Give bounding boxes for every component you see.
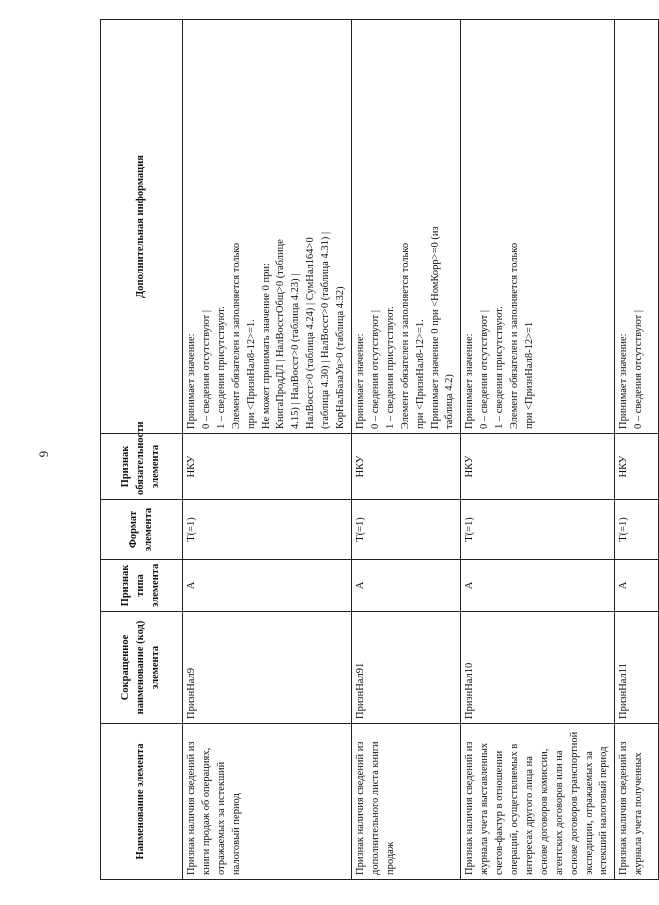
text-line: 1 – сведения присутствуют. [215, 306, 227, 429]
cell-element-required: НКУ [615, 434, 659, 500]
text-line: налоговый период [230, 793, 242, 875]
header-additional-info: Дополнительная информация [101, 20, 183, 434]
cell-element-required: НКУ [461, 434, 615, 500]
header-element-type: Признак типа элемента [101, 560, 183, 612]
cell-element-name [615, 724, 659, 880]
text-line: Элемент обязателен и заполняется только [399, 242, 411, 429]
cell-element-type: А [615, 560, 659, 612]
table-row [183, 20, 352, 880]
elements-table [100, 19, 659, 880]
text-line: Признак наличия сведений из [354, 741, 366, 875]
text-line: при <ПризнНал8-12>=1. [245, 319, 257, 429]
text-line: при <ПризнНал8-12>=1 [523, 321, 535, 429]
page-number: 6 [36, 450, 52, 458]
header-element-format: Формат элемента [101, 500, 183, 560]
text-line: журнала учета полученных [633, 752, 645, 875]
cell-element-name [183, 724, 352, 880]
text-line: дополнительного листа книги [369, 741, 381, 875]
table-row [351, 20, 460, 880]
table-header-row [101, 20, 183, 880]
text-line: Принимает значение 0 при <НомКорр>=0 (из [429, 226, 441, 429]
cell-element-code: ПризнНал10 [461, 612, 615, 724]
text-line: Принимает значение: [464, 333, 476, 429]
cell-additional-info [461, 20, 615, 434]
text-line: 0 – сведения отсутствуют | [633, 310, 645, 429]
text-line: таблица 4.2) [444, 374, 456, 429]
text-line: отражаемых за истекший [215, 761, 227, 875]
rotated-page-content [100, 20, 645, 880]
text-line: Признак наличия сведений из [618, 741, 630, 875]
text-line: Принимает значение: [354, 333, 366, 429]
cell-element-format: Т(=1) [461, 500, 615, 560]
text-line: 1 – сведения присутствуют. [494, 306, 506, 429]
text-line: книги продаж об операциях, [200, 747, 212, 875]
text-line: основе договоров транспортной [568, 731, 580, 875]
cell-element-format: Т(=1) [183, 500, 352, 560]
text-line: КнигаПродДЛ | НалВосстОбщ>0 (таблице [275, 239, 287, 429]
cell-element-type: А [351, 560, 460, 612]
cell-element-code: ПризнНал9 [183, 612, 352, 724]
cell-element-name [351, 724, 460, 880]
text-line: Принимает значение: [186, 333, 197, 429]
text-line: Элемент обязателен и заполняется только [509, 242, 521, 429]
cell-element-type: А [461, 560, 615, 612]
text-line: 0 – сведения отсутствуют | [479, 310, 491, 429]
text-line: 0 – сведения отсутствуют | [369, 310, 381, 429]
cell-element-format: Т(=1) [351, 500, 460, 560]
text-line: интересах другого лица на [523, 756, 535, 875]
text-line: (таблица 4.30) | НалВосст>0 (таблица 4.31) | [320, 231, 332, 429]
text-line: журнала учета выставленных [479, 742, 491, 875]
cell-element-required: НКУ [183, 434, 352, 500]
cell-additional-info [183, 20, 352, 434]
text-line: Не может принимать значение 0 при: [260, 263, 272, 429]
text-line: операций, осуществляемых в [509, 743, 521, 875]
cell-element-code: ПризнНал91 [351, 612, 460, 724]
cell-element-type: А [183, 560, 352, 612]
text-line: Признак наличия сведений из [464, 741, 476, 875]
cell-element-format: Т(=1) [615, 500, 659, 560]
text-line: 0 – сведения отсутствуют | [200, 310, 212, 429]
table-row [615, 20, 659, 880]
cell-additional-info [351, 20, 460, 434]
text-line: при <ПризнНал8-12>=1. [414, 319, 426, 429]
text-line: основе договоров комиссии, [538, 748, 550, 875]
text-line: продаж [384, 841, 396, 875]
cell-additional-info [615, 20, 659, 434]
text-line: агентских договоров или на [553, 750, 565, 875]
header-element-name: Наименование элемента [101, 724, 183, 880]
text-line: КорНалБазаУв>0 (таблица 4.32) [335, 286, 347, 429]
table-row [461, 20, 615, 880]
text-line: Элемент обязателен и заполняется только [230, 242, 242, 429]
text-line: экспедиции, отражаемых за [583, 751, 595, 875]
text-line: Принимает значение: [618, 333, 630, 429]
cell-element-required: НКУ [351, 434, 460, 500]
text-line: Признак наличия сведений из [186, 741, 197, 875]
cell-element-code: ПризнНал11 [615, 612, 659, 724]
header-element-required: Признак обязательности элемента [101, 434, 183, 500]
cell-element-name [461, 724, 615, 880]
text-line: 1 – сведения присутствуют. [384, 306, 396, 429]
text-line: НалВосст>0 (таблица 4.24) | СумНал164>0 [305, 237, 317, 429]
text-line: 4.15) | НалВосст>0 (таблица 4.23) | [290, 273, 302, 429]
header-element-code: Сокращенное наименование (код) элемента [101, 612, 183, 724]
text-line: истекший налоговый период [598, 746, 610, 875]
text-line: счетов-фактур в отношении [494, 750, 506, 875]
